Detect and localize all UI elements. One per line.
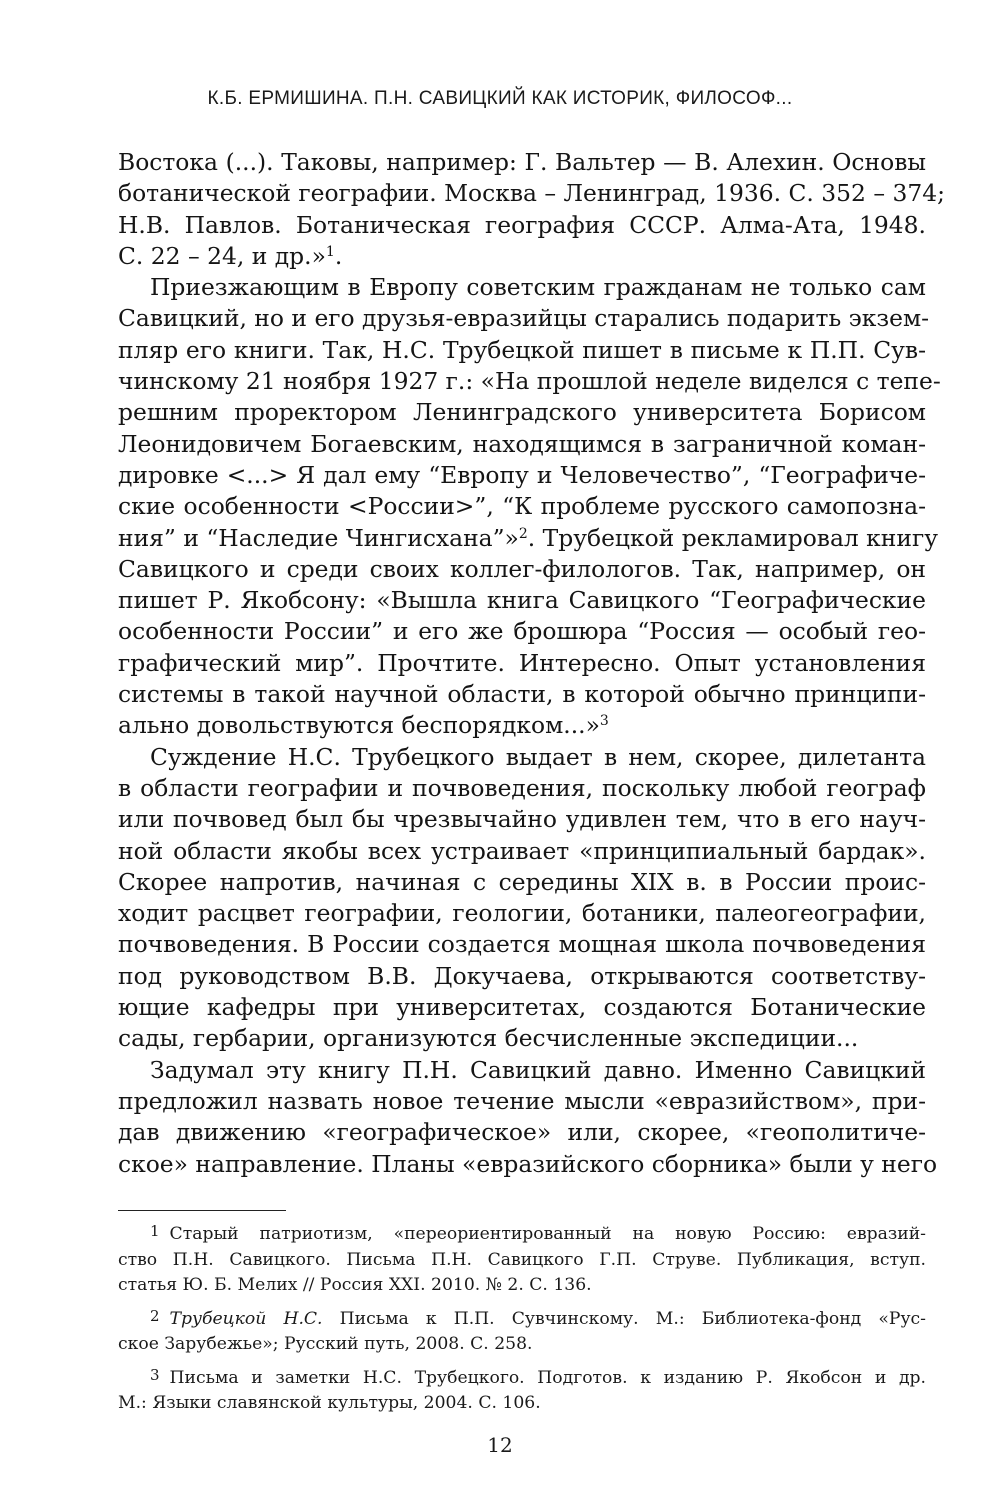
text-line: предложил назвать новое течение мысли «евразийством», при- (118, 1086, 926, 1115)
text-line (118, 523, 939, 554)
main-text (118, 147, 945, 1180)
text-line: пишет Р. Якобсону: «Вышла книга Савицкого “Географические (118, 586, 926, 615)
text-line: в области географии и почвоведения, поскольку любой географ (118, 773, 926, 802)
text-line: под руководством В.В. Докучаева, открываются соответству- (118, 961, 926, 990)
text-run: Письма к П.П. Сувчинскому. М.: Библиотека-фонд «Рус- (322, 1308, 926, 1329)
footnote (118, 1363, 926, 1417)
text-line: Леонидовичем Богаевским, находящимся в заграничной коман- (118, 429, 926, 458)
text-line: системы в такой научной области, в которой обычно принципи- (118, 680, 926, 709)
text-line: дав движению «географическое» или, скорее, «геополитиче- (118, 1118, 926, 1147)
text-line: Скорее напротив, начиная с середины XIX в. в России проис- (118, 867, 926, 896)
text-line: пляр его книги. Так, Н.С. Трубецкой пишет в письме к П.П. Сув- (118, 335, 926, 364)
footnote (118, 1304, 926, 1358)
footnote-ref[interactable]: 2 (518, 525, 528, 542)
footnote-separator (118, 1210, 286, 1211)
paragraph (118, 742, 926, 1055)
text-line (118, 1304, 926, 1333)
footnote-ref[interactable]: 1 (325, 243, 335, 260)
text-line: статья Ю. Б. Мелих // Россия XXI. 2010. № 2. С. 136. (118, 1275, 592, 1295)
text-line (118, 710, 926, 741)
text-run: Старый патриотизм, «переориентированный на новую Россию: евразий- (169, 1224, 926, 1244)
text-line: особенности России” и его же брошюра “Россия — особый гео- (118, 617, 926, 646)
text-line: решним проректором Ленинградского университета Борисом (118, 398, 926, 427)
text-line: Н.В. Павлов. Ботаническая география СССР. Алма-Ата, 1948. (118, 210, 926, 239)
text-line (118, 241, 926, 272)
text-line: Востока (...). Таковы, например: Г. Вальтер — В. Алехин. Основы (118, 148, 926, 176)
page-number: 12 (487, 1433, 513, 1457)
text-line: ботанической географии. Москва – Ленинград, 1936. С. 352 – 374; (118, 179, 945, 208)
footnote-number: 2 (150, 1306, 160, 1325)
text-line: сады, гербарии, организуются бесчисленные экспедиции... (118, 1024, 859, 1053)
text-run: ния” и “Наследие Чингисхана”» (118, 523, 519, 552)
text-line: Суждение Н.С. Трубецкого выдает в нем, скорее, дилетанта (150, 742, 926, 771)
text-line (118, 1363, 926, 1392)
footnote (118, 1219, 926, 1299)
text-line: ной области якобы всех устраивает «принципиальный бардак». (118, 836, 926, 865)
text-run: Письма и заметки Н.С. Трубецкого. Подготов. к изданию Р. Якобсон и др. (169, 1367, 926, 1388)
text-line: ство П.Н. Савицкого. Письма П.Н. Савицкого Г.П. Струве. Публикация, вступ. (118, 1249, 926, 1270)
text-line: графический мир”. Прочтите. Интересно. Опыт установления (118, 648, 926, 677)
text-line: ские особенности <России>”, “К проблеме русского самопозна- (118, 492, 926, 521)
text-run: ально довольствуются беспорядком...» (118, 711, 600, 740)
text-run: . (334, 241, 343, 270)
footnote-number: 3 (150, 1365, 160, 1384)
text-line: ходит расцвет географии, геологии, ботаники, палеогеографии, (118, 899, 926, 928)
footnotes (118, 1219, 926, 1422)
text-line: Савицкого и среди своих коллег-филологов. Так, например, он (118, 554, 926, 583)
text-line: Савицкий, но и его друзья-евразийцы старались подарить экзем- (118, 304, 930, 333)
text-line: ское Зарубежье»; Русский путь, 2008. С. 258. (118, 1334, 533, 1354)
text-line: М.: Языки славянской культуры, 2004. С. 106. (118, 1393, 541, 1413)
text-line: ское» направление. Планы «евразийского сборника» были у него (118, 1149, 938, 1178)
text-line: Задумал эту книгу П.Н. Савицкий давно. Именно Савицкий (150, 1055, 926, 1084)
paragraph (118, 272, 941, 741)
text-run: С. 22 – 24, и др.» (118, 241, 326, 270)
text-line: почвоведения. В России создается мощная школа почвоведения (118, 930, 926, 959)
text-line: или почвовед был бы чрезвычайно удивлен тем, что в его науч- (118, 805, 926, 834)
text-run: . Трубецкой рекламировал книгу (527, 523, 939, 552)
footnote-ref[interactable]: 3 (599, 713, 609, 730)
text-line: ющие кафедры при университетах, создаются Ботанические (118, 993, 926, 1022)
paragraph (118, 1055, 938, 1180)
text-line: дировке <...> Я дал ему “Европу и Человечество”, “Географиче- (118, 460, 926, 489)
running-head: К.Б. ЕРМИШИНА. П.Н. САВИЦКИЙ КАК ИСТОРИК, ФИЛОСОФ... (207, 88, 793, 109)
paragraph (118, 147, 945, 272)
text-line: Приезжающим в Европу советским гражданам не только сам (150, 273, 926, 302)
footnote-author: Трубецкой Н.С. (169, 1308, 323, 1329)
text-line (118, 1219, 926, 1248)
text-line: чинскому 21 ноября 1927 г.: «На прошлой неделе виделся с тепе- (118, 367, 941, 396)
footnote-number: 1 (150, 1222, 160, 1240)
